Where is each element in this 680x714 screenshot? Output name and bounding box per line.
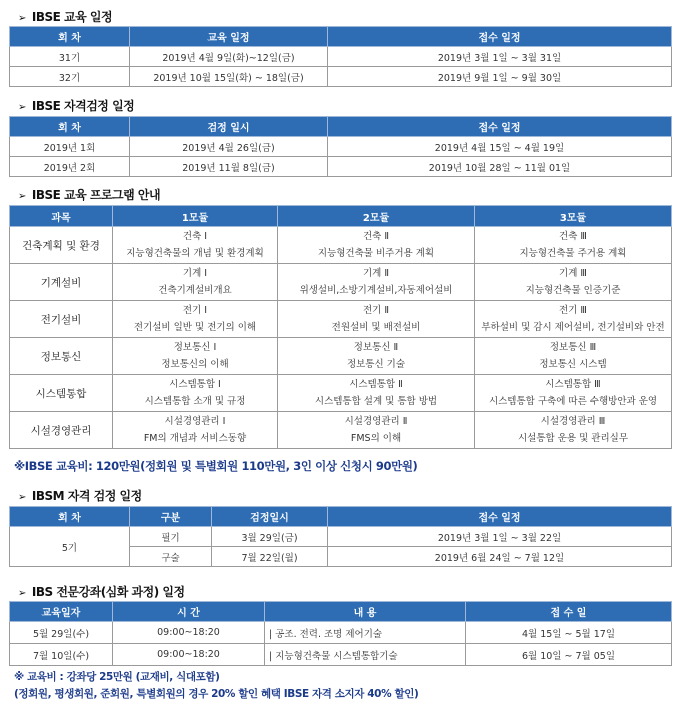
arrow-bullet-icon: ➢ bbox=[18, 191, 26, 202]
header-content: 내 용 bbox=[265, 602, 466, 622]
cert-schedule-table bbox=[9, 116, 672, 177]
section-title-edu-schedule: ➢ IBSE 교육 일정 bbox=[18, 10, 113, 24]
header-round: 회 차 bbox=[10, 507, 130, 527]
header-edu-date: 교육 일정 bbox=[130, 27, 328, 47]
table-row: 기계설비 기계 Ⅰ 건축기계설비개요 기계 Ⅱ 위생설비,소방기계설비,자동제어설비 기계 Ⅲ 지능형건축물 인증기준 bbox=[10, 264, 672, 301]
table-row: 2019년 1회 2019년 4월 26일(금) 2019년 4월 15일 ~ 4월 19일 bbox=[10, 137, 672, 157]
header-apply-date: 접수 일정 bbox=[328, 27, 672, 47]
ibsm-schedule-table bbox=[9, 506, 672, 567]
arrow-bullet-icon: ➢ bbox=[18, 492, 26, 503]
table-row: 정보통신 정보통신 Ⅰ 정보통신의 이해 정보통신 Ⅱ 정보통신 기술 정보통신 Ⅲ 정보통신 시스템 bbox=[10, 338, 672, 375]
table-row: 시설경영관리 시설경영관리 Ⅰ FM의 개념과 서비스동향 시설경영관리 Ⅱ FMS의 이해 시설경영관리 Ⅲ 시설통합 운용 및 관리실무 bbox=[10, 412, 672, 449]
arrow-bullet-icon: ➢ bbox=[18, 588, 26, 599]
special-fee-note: ※ 교육비 : 강좌당 25만원 (교재비, 식대포함) bbox=[14, 671, 220, 683]
edu-fee-note: ※IBSE 교육비: 120만원(정회원 및 특별회원 110만원, 3인 이상 신청시 90만원) bbox=[14, 459, 418, 473]
header-subject: 과목 bbox=[10, 206, 113, 227]
arrow-bullet-icon: ➢ bbox=[18, 13, 26, 24]
section-title-special-course: ➢ IBS 전문강좌(심화 과정) 일정 bbox=[18, 585, 185, 599]
table-row: 5기 필기 3월 29일(금) 2019년 3월 1일 ~ 3월 22일 bbox=[10, 527, 672, 547]
table-row: 구술 7월 22일(월) 2019년 6월 24일 ~ 7월 12일 bbox=[10, 547, 672, 567]
table-row: 5월 29일(수) 09:00~18:20 | 공조. 전력. 조명 제어기술 4월 15일 ~ 5월 17일 bbox=[10, 622, 672, 644]
header-round: 회 차 bbox=[10, 27, 130, 47]
section-title-program: ➢ IBSE 교육 프로그램 안내 bbox=[18, 188, 161, 202]
header-apply-date: 접수 일정 bbox=[328, 507, 672, 527]
header-apply-date: 접수 일정 bbox=[328, 117, 672, 137]
header-apply-date: 접 수 일 bbox=[466, 602, 672, 622]
table-row: 32기 2019년 10월 15일(화) ~ 18일(금) 2019년 9월 1일 ~ 9월 30일 bbox=[10, 67, 672, 87]
table-row: 전기설비 전기 Ⅰ 전기설비 일반 및 전기의 이해 전기 Ⅱ 전원설비 및 배전설비 전기 Ⅲ 부하설비 및 감시 제어설비, 전기설비와 안전 bbox=[10, 301, 672, 338]
header-time: 시 간 bbox=[113, 602, 265, 622]
header-module-1: 1모듈 bbox=[113, 206, 278, 227]
table-row: 31기 2019년 4월 9일(화)~12일(금) 2019년 3월 1일 ~ 3월 31일 bbox=[10, 47, 672, 67]
header-type: 구분 bbox=[130, 507, 212, 527]
edu-schedule-table bbox=[9, 26, 672, 87]
table-row: 2019년 2회 2019년 11월 8일(금) 2019년 10월 28일 ~ 11월 01일 bbox=[10, 157, 672, 177]
section-title-ibsm: ➢ IBSM 자격 검정 일정 bbox=[18, 489, 142, 503]
special-course-table bbox=[9, 601, 672, 666]
header-module-3: 3모듈 bbox=[475, 206, 672, 227]
table-row: 7월 10일(수) 09:00~18:20 | 지능형건축물 시스템통합기술 6월 10일 ~ 7월 05일 bbox=[10, 644, 672, 666]
header-module-2: 2모듈 bbox=[278, 206, 475, 227]
table-row: 시스템통합 시스템통합 Ⅰ 시스템통합 소개 및 규정 시스템통합 Ⅱ 시스템통합 설계 및 통합 방법 시스템통합 Ⅲ 시스템통합 구축에 따른 수행방안과 운영 bbox=[10, 375, 672, 412]
header-exam-date: 검정일시 bbox=[212, 507, 328, 527]
arrow-bullet-icon: ➢ bbox=[18, 102, 26, 113]
program-table bbox=[9, 205, 672, 449]
section-title-cert-schedule: ➢ IBSE 자격검정 일정 bbox=[18, 99, 135, 113]
table-row: 건축계획 및 환경 건축 Ⅰ 지능형건축물의 개념 및 환경계획 건축 Ⅱ 지능형건축물 비주거용 계획 건축 Ⅲ 지능형건축물 주거용 계획 bbox=[10, 227, 672, 264]
special-discount-note: (정회원, 평생회원, 준회원, 특별회원의 경우 20% 할인 혜택 IBSE 자격 소지자 40% 할인) bbox=[14, 688, 419, 700]
header-exam-date: 검정 일시 bbox=[130, 117, 328, 137]
header-round: 회 차 bbox=[10, 117, 130, 137]
header-edu-date: 교육일자 bbox=[10, 602, 113, 622]
